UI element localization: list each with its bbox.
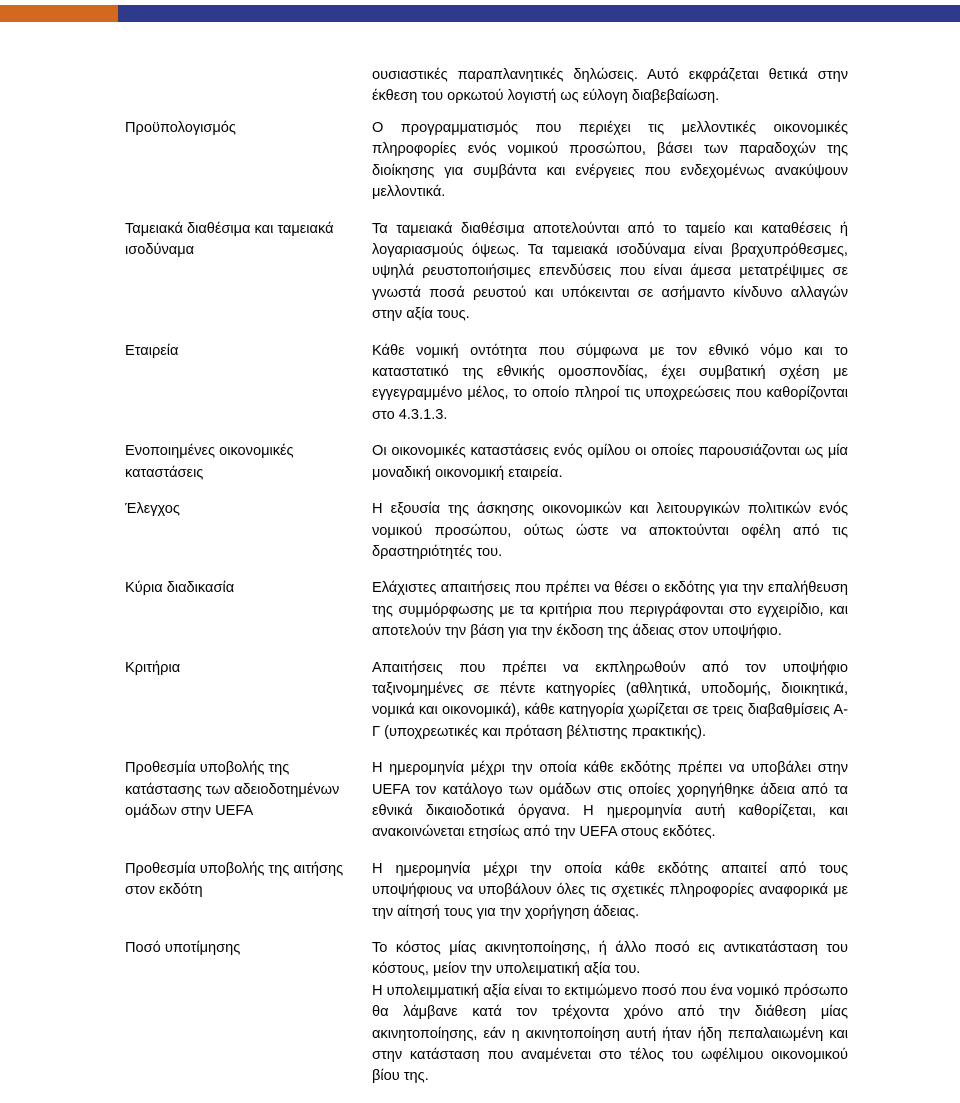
glossary-term: Ταμειακά διαθέσιμα και ταμειακά ισοδύναμα bbox=[125, 220, 334, 259]
continuation-paragraph: ουσιαστικές παραπλανητικές δηλώσεις. Αυτό εκφράζεται θετικά στην έκθεση του ορκωτού λογιστή ως εύλογη διαβεβαίωση. bbox=[372, 67, 848, 105]
glossary-entry-criteria bbox=[0, 658, 960, 744]
glossary-entry-cash bbox=[0, 219, 960, 326]
glossary-entry-depreciable-amount bbox=[0, 938, 960, 1088]
glossary-definition bbox=[372, 859, 848, 923]
glossary-definition bbox=[372, 938, 848, 1088]
definition-paragraph: Οι οικονομικές καταστάσεις ενός ομίλου οι οποίες παρουσιάζονται ως μία μοναδική οικονομική εταιρεία. bbox=[372, 443, 848, 481]
definition-paragraph: Ο προγραμματισμός που περιέχει τις μελλοντικές οικονομικές πληροφορίες ενός νομικού προσώπου, βάσει των παραδοχών της διοίκησης για συμβάντα και ενέργειες που ενδεχομένως ανακύψουν μελλοντικά. bbox=[372, 120, 848, 201]
glossary-term: Προθεσμία υποβολής της αιτήσης στον εκδότη bbox=[125, 860, 344, 899]
glossary-term: Ενοποιημένες οικονομικές καταστάσεις bbox=[125, 443, 294, 481]
glossary-definition bbox=[372, 499, 848, 563]
glossary-definition bbox=[372, 658, 848, 744]
definition-paragraph: Τα ταμειακά διαθέσιμα αποτελούνται από το ταμείο και καταθέσεις ή λογαριασμούς όψεως. Τα ταμειακά ισοδύναμα είναι βραχυπρόθεσμες, υψηλά ρευστοποιήσιμες επενδύσεις που είναι άμεσα μετατρέψιμες σε γνωστά ποσά ρευστού και υπόκεινται σε ασήμαντο κίνδυνο αλλαγών στην αξία τους. bbox=[372, 220, 848, 323]
glossary-term: Έλεγχος bbox=[125, 501, 180, 518]
glossary-definition bbox=[372, 341, 848, 427]
glossary-term: Προθεσμία υποβολής της κατάστασης των αδειοδοτημένων ομάδων στην UEFA bbox=[125, 760, 340, 819]
glossary-entry-application-deadline bbox=[0, 859, 960, 923]
header-bar-left-segment bbox=[0, 5, 118, 22]
continuation-text bbox=[372, 65, 848, 108]
glossary-term: Προϋπολογισμός bbox=[125, 120, 236, 136]
header-bar bbox=[0, 5, 960, 22]
definition-paragraph: Κάθε νομική οντότητα που σύμφωνα με τον εθνικό νόμο και το καταστατικό της εθνικής ομοσπονδίας, έχει συμβατική σχέση με εγγεγραμμένο μέλος, το οποίο πληροί τις υποχρεώσεις που καθορίζονται στο 4.3.1.3. bbox=[372, 342, 848, 423]
glossary-entry-consolidated-statements bbox=[0, 441, 960, 484]
glossary-definition bbox=[372, 118, 848, 204]
header-bar-right-segment bbox=[118, 5, 960, 22]
definition-paragraph: Απαιτήσεις που πρέπει να εκπληρωθούν από τον υποψήφιο ταξινομημένες σε πέντε κατηγορίες (αθλητικά, υποδομής, διοικητικά, νομικά και οικονομικά), κάθε κατηγορία χωρίζεται σε τρεις διαβαθμίσεις Α-Γ (υποχρεωτικές και πρόταση βέλτιστης πρακτικής). bbox=[372, 659, 848, 740]
glossary-entry-core-process bbox=[0, 578, 960, 642]
definition-paragraph: Η ημερομηνία μέχρι την οποία κάθε εκδότης απαιτεί από τους υποψήφιους να υποβάλουν όλες τις σχετικές πληροφορίες αναφορικά με την αίτησή τους για την χορήγηση άδειας. bbox=[372, 860, 848, 920]
glossary-term: Κριτήρια bbox=[125, 659, 181, 676]
glossary-definition bbox=[372, 578, 848, 642]
definition-paragraph: Ελάχιστες απαιτήσεις που πρέπει να θέσει ο εκδότης για την επαλήθευση της συμμόρφωσης με τα κριτήρια που περιγράφονται στο εγχειρίδιο, και αποτελούν την βάση για την έκδοση της άδειας στον υποψήφιο. bbox=[372, 580, 848, 640]
glossary-entry-company bbox=[0, 341, 960, 427]
glossary-term: Ποσό υποτίμησης bbox=[125, 940, 241, 956]
definition-paragraph: Η εξουσία της άσκησης οικονομικών και λειτουργικών πολιτικών ενός νομικού προσώπου, ούτως ώστε να αποκτούνται οφέλη από τις δραστηριότητές του. bbox=[372, 501, 848, 560]
glossary-definition bbox=[372, 219, 848, 326]
glossary-definition bbox=[372, 758, 848, 844]
definition-paragraph: Το κόστος μίας ακινητοποίησης, ή άλλο ποσό εις αντικατάσταση του κόστους, μείον την υπολειματική αξία του. bbox=[372, 940, 848, 978]
glossary-entry-budget bbox=[0, 118, 960, 204]
glossary-entries bbox=[0, 118, 960, 1103]
glossary-entry-control bbox=[0, 499, 960, 563]
glossary-term: Εταιρεία bbox=[125, 342, 179, 359]
definition-paragraph: Η υπολειμματική αξία είναι το εκτιμώμενο ποσό που ένα νομικό πρόσωπο θα λάμβανε κατά τον τρέχοντα χρόνο από την διάθεση μίας ακινητοποίησης, εάν η ακινητοποίηση αυτή ήταν ήδη πεπαλαιωμένη και στην κατάσταση που αναμένεται στο τέλος του ωφέλιμου οικονομικού βίου της. bbox=[372, 982, 848, 1085]
glossary-term: Κύρια διαδικασία bbox=[125, 580, 235, 597]
definition-paragraph: Η ημερομηνία μέχρι την οποία κάθε εκδότης πρέπει να υποβάλει στην UEFA τον κατάλογο των ομάδων στις οποίες χορηγήθηκε άδεια από τα εθνικά δικαιοδοτικά όργανα. Η ημερομηνία αυτή καθορίζεται, και ανακοινώνεται ετησίως από την UEFA στους εκδότες. bbox=[372, 760, 848, 841]
glossary-definition bbox=[372, 441, 848, 484]
glossary-entry-uefa-deadline bbox=[0, 758, 960, 844]
